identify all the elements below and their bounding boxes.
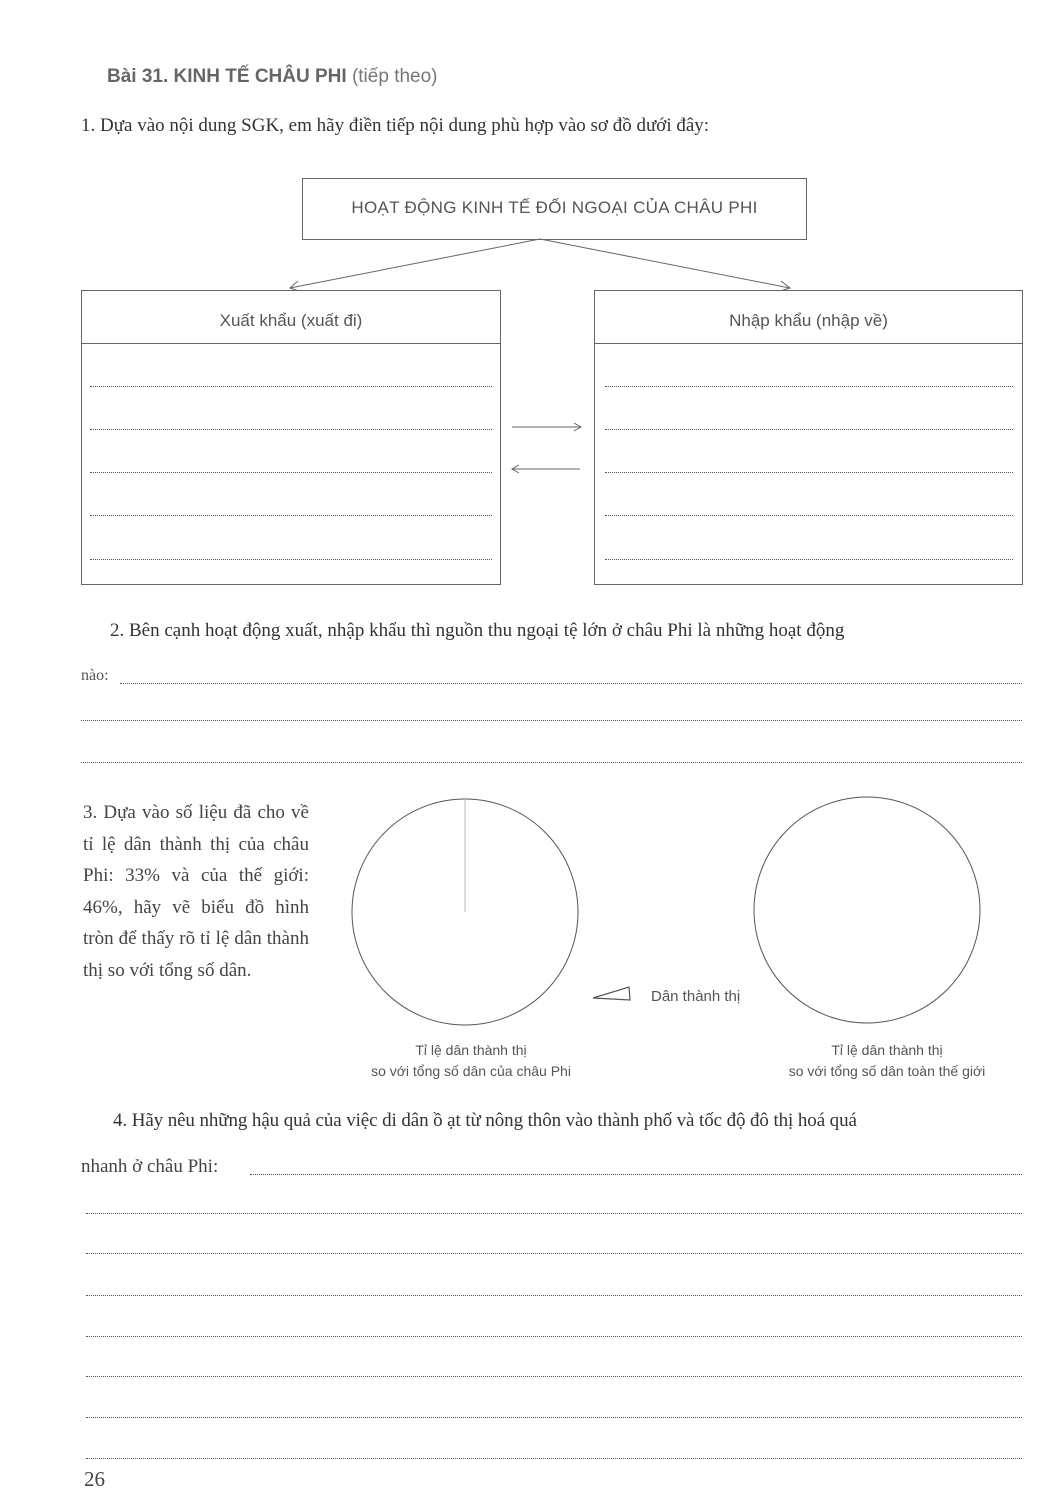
chart-caption-africa-line-1: Tỉ lệ dân thành thị [415, 1042, 527, 1058]
question-4-answer-line[interactable] [86, 1253, 1022, 1254]
import-answer-line[interactable] [605, 472, 1013, 473]
chart-caption-world [752, 1040, 1022, 1082]
question-4-answer-line[interactable] [86, 1417, 1022, 1418]
chart-caption-world-line-1: Tỉ lệ dân thành thị [831, 1042, 943, 1058]
question-4-lead: nhanh ở châu Phi: [81, 1156, 219, 1177]
question-2-lead: nào: [81, 667, 109, 684]
import-answer-line[interactable] [605, 515, 1013, 516]
chart-caption-world-line-2: so với tổng số dân toàn thế giới [788, 1063, 986, 1079]
question-2-answer-line[interactable] [81, 720, 1022, 721]
question-4-answer-line[interactable] [250, 1174, 1022, 1175]
import-answer-line[interactable] [605, 429, 1013, 430]
import-box-title: Nhập khẩu (nhập về) [729, 311, 888, 330]
arrow-to-export [290, 239, 540, 288]
question-1-text: 1. Dựa vào nội dung SGK, em hãy điền tiếp nội dung phù hợp vào sơ đồ dưới đây: [81, 115, 710, 136]
pie-chart-world [754, 797, 980, 1023]
question-2-answer-line[interactable] [81, 762, 1022, 763]
legend-swatch-icon [593, 987, 630, 1000]
lesson-title: KINH TẾ CHÂU PHI [173, 66, 347, 87]
import-answer-line[interactable] [605, 386, 1013, 387]
question-4-text: 4. Hãy nêu những hậu quả của việc di dân ồ ạt từ nông thôn vào thành phố và tốc độ đô thị hoá quá [113, 1110, 857, 1131]
question-2-answer-line[interactable] [120, 683, 1022, 684]
export-box [81, 290, 501, 585]
question-2-text: 2. Bên cạnh hoạt động xuất, nhập khẩu thì nguồn thu ngoại tệ lớn ở châu Phi là những hoạt động [110, 620, 845, 641]
question-4-answer-line[interactable] [86, 1213, 1022, 1214]
export-box-title: Xuất khẩu (xuất đi) [219, 311, 363, 330]
import-box-divider [595, 343, 1022, 344]
lesson-suffix: (tiếp theo) [351, 66, 438, 87]
question-3-text: 3. Dựa vào số liệu đã cho về tỉ lệ dân thành thị của châu Phi: 33% và của thế giới: 46%, hãy vẽ biểu đồ hình tròn để thấy rõ tỉ lệ dân thành thị so với tổng số dân. [83, 802, 309, 981]
export-answer-line[interactable] [90, 559, 492, 560]
diagram-root-label: HOẠT ĐỘNG KINH TẾ ĐỐI NGOẠI CỦA CHÂU PHI [351, 198, 758, 217]
lesson-number: Bài 31. [107, 66, 169, 87]
page-number: 26 [84, 1467, 105, 1491]
chart-caption-africa [336, 1040, 606, 1082]
arrow-to-import [540, 239, 790, 288]
export-answer-line[interactable] [90, 429, 492, 430]
export-box-divider [82, 343, 500, 344]
question-4-answer-line[interactable] [86, 1336, 1022, 1337]
export-answer-line[interactable] [90, 515, 492, 516]
question-4-answer-line[interactable] [86, 1295, 1022, 1296]
export-answer-line[interactable] [90, 386, 492, 387]
chart-caption-africa-line-2: so với tổng số dân của châu Phi [371, 1063, 571, 1079]
import-answer-line[interactable] [605, 559, 1013, 560]
question-4-answer-line[interactable] [86, 1376, 1022, 1377]
import-box [594, 290, 1023, 585]
export-answer-line[interactable] [90, 472, 492, 473]
question-4-answer-line[interactable] [86, 1458, 1022, 1459]
legend-label: Dân thành thị [651, 988, 741, 1005]
